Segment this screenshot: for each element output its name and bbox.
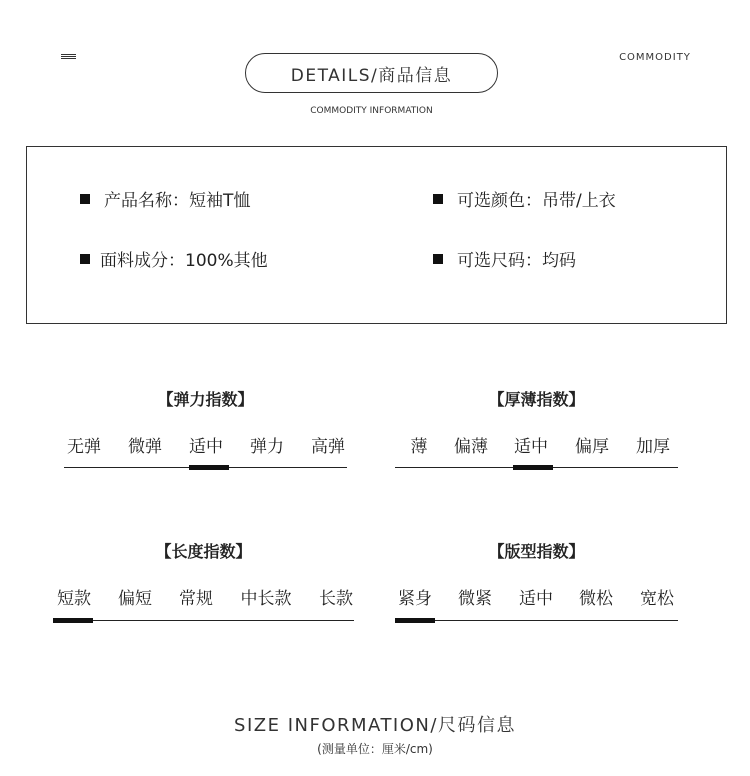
thickness-option: 加厚 xyxy=(636,437,670,457)
elasticity-option: 弹力 xyxy=(250,437,284,457)
fit-selected-marker xyxy=(395,618,435,623)
color-options-text: 可选颜色：吊带/上衣 xyxy=(457,191,616,211)
length-option: 短款 xyxy=(57,589,91,609)
thickness-option: 薄 xyxy=(410,437,428,457)
length-option: 偏短 xyxy=(118,589,152,609)
fit-option: 适中 xyxy=(519,589,553,609)
info-item-product-name xyxy=(80,186,250,211)
menu-icon[interactable] xyxy=(61,54,76,60)
thickness-index-title: 【厚薄指数】 xyxy=(488,390,585,409)
details-title: DETAILS/商品信息 xyxy=(245,53,498,93)
fit-option: 微紧 xyxy=(458,589,492,609)
fabric-text: 面料成分：100%其他 xyxy=(100,251,268,271)
product-info-box xyxy=(26,146,727,324)
elasticity-option: 高弹 xyxy=(311,437,345,457)
fit-scale-line xyxy=(395,620,678,621)
elasticity-option: 适中 xyxy=(189,437,223,457)
thickness-option: 偏厚 xyxy=(575,437,609,457)
menu-icon-bar xyxy=(61,54,76,55)
fit-option: 微松 xyxy=(579,589,613,609)
info-item-color-options xyxy=(433,186,616,211)
elasticity-option: 微弹 xyxy=(128,437,162,457)
bullet-square-icon xyxy=(433,194,443,204)
size-information-title: SIZE INFORMATION/尺码信息 xyxy=(234,715,516,736)
fit-index-title: 【版型指数】 xyxy=(488,542,585,561)
commodity-corner-label: COMMODITY xyxy=(619,52,691,63)
thickness-option: 适中 xyxy=(514,437,548,457)
elasticity-option: 无弹 xyxy=(67,437,101,457)
details-subtitle: COMMODITY INFORMATION xyxy=(310,106,433,116)
length-scale-line xyxy=(53,620,354,621)
info-item-fabric xyxy=(80,246,268,271)
length-option: 常规 xyxy=(179,589,213,609)
length-option: 中长款 xyxy=(240,589,292,609)
product-name-text: 产品名称：短袖T恤 xyxy=(104,191,251,211)
size-information-subtitle: (测量单位：厘米/cm) xyxy=(317,742,433,756)
fit-option: 紧身 xyxy=(398,589,432,609)
thickness-option: 偏薄 xyxy=(454,437,488,457)
bullet-square-icon xyxy=(433,254,443,264)
elasticity-selected-marker xyxy=(189,465,229,470)
thickness-selected-marker xyxy=(513,465,553,470)
length-selected-marker xyxy=(53,618,93,623)
info-item-size-options xyxy=(433,246,576,271)
length-option: 长款 xyxy=(319,589,353,609)
fit-option: 宽松 xyxy=(640,589,674,609)
size-options-text: 可选尺码：均码 xyxy=(457,251,576,271)
length-index-title: 【长度指数】 xyxy=(155,542,252,561)
menu-icon-bar xyxy=(61,58,76,59)
elasticity-index-title: 【弹力指数】 xyxy=(157,390,254,409)
bullet-square-icon xyxy=(80,254,90,264)
menu-icon-bar xyxy=(61,56,76,57)
bullet-square-icon xyxy=(80,194,90,204)
